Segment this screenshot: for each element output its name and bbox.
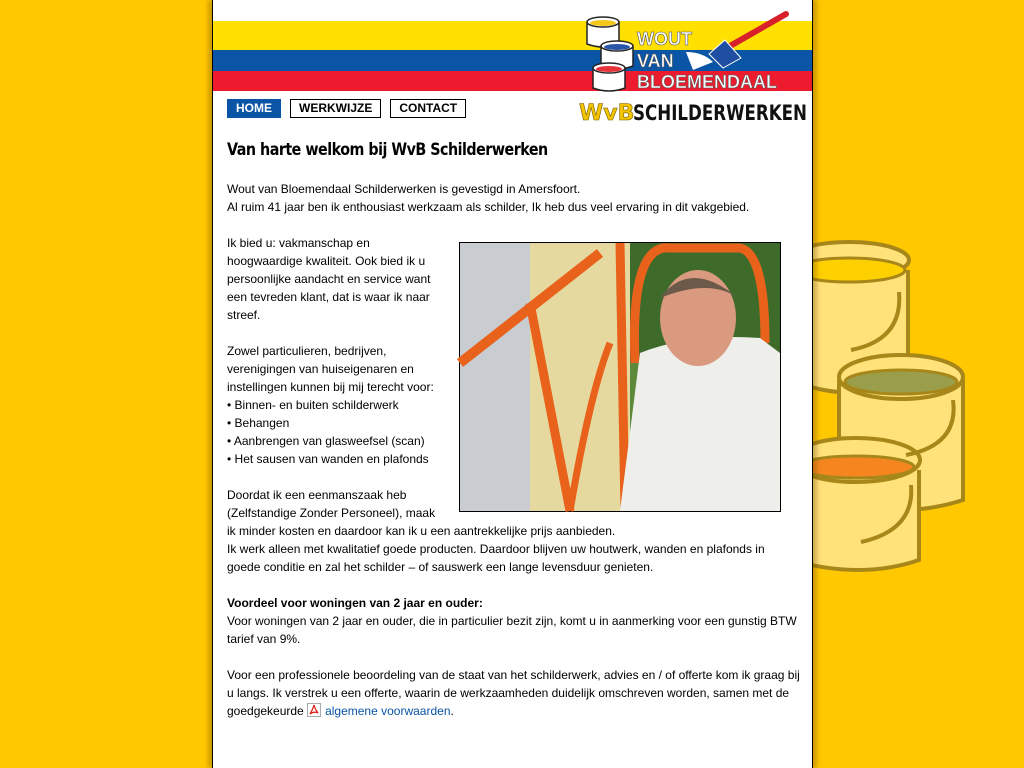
- logo-line2: VAN: [637, 51, 674, 71]
- nav-contact[interactable]: CONTACT: [390, 99, 466, 118]
- intro-paragraph: [227, 180, 801, 216]
- advantage-heading: Voordeel voor woningen van 2 jaar en ouder:: [227, 596, 483, 610]
- service-item: • Het sausen van wanden en plafonds: [227, 452, 429, 466]
- wvb-logo[interactable]: [573, 0, 812, 128]
- zzp-paragraph: Doordat ik een eenmanszaak heb (Zelfstandige Zonder Personeel), maak ik minder kosten en daardoor kan ik u een aantrekkelijke prijs aanbieden.: [227, 488, 616, 538]
- offer-paragraph: Ik bied u: vakmanschap en hoogwaardige kwaliteit. Ook bied ik u persoonlijke aandacht en service want een tevreden klant, dat is waar ik naar streef.: [227, 236, 431, 322]
- service-item: • Binnen- en buiten schilderwerk: [227, 398, 399, 412]
- page-container: [212, 0, 813, 768]
- logo-initials: WvB: [579, 101, 635, 126]
- service-item: • Aanbrengen van glasweefsel (scan): [227, 434, 425, 448]
- main-content: [227, 138, 801, 738]
- painter-photo: [459, 242, 781, 512]
- terms-link[interactable]: algemene voorwaarden: [325, 704, 451, 718]
- nav-werkwijze[interactable]: WERKWIJZE: [290, 99, 381, 118]
- logo-line3: BLOEMENDAAL: [637, 72, 777, 92]
- clients-text: Zowel particulieren, bedrijven, verenigingen van huiseigenaren en instellingen kunnen bij mij terecht voor:: [227, 344, 434, 394]
- service-item: • Behangen: [227, 416, 290, 430]
- intro-line2: Al ruim 41 jaar ben ik enthousiast werkzaam als schilder, Ik heb dus veel ervaring in dit vakgebied.: [227, 200, 750, 214]
- pdf-icon: [307, 703, 321, 717]
- assessment-paragraph: [227, 666, 801, 720]
- logo-line1: WOUT: [637, 29, 692, 49]
- logo-brand: SCHILDERWERKEN: [633, 101, 807, 125]
- main-nav: [227, 99, 466, 118]
- terms-suffix: .: [450, 704, 454, 718]
- advantage-text: Voor woningen van 2 jaar en ouder, die in particulier bezit zijn, komt u in aanmerking voor een gunstig BTW tarief van 9%.: [227, 614, 797, 646]
- assessment-text: Voor een professionele beoordeling van de staat van het schilderwerk, advies en / of offerte kom ik graag bij u langs. Ik verstrek u een offerte, waarin de werkzaamheden duidelijk omschreven worden, samen met de goedgekeurde: [227, 668, 800, 718]
- advantage-paragraph: [227, 594, 801, 648]
- quality-paragraph: Ik werk alleen met kwalitatief goede producten. Daardoor blijven uw houtwerk, wanden en plafonds in goede conditie en zal het schilder – of sauswerk een lange levensduur genieten.: [227, 542, 765, 574]
- page-title: Van harte welkom bij WvB Schilderwerken: [227, 140, 548, 160]
- paint-buckets-decoration: [811, 230, 1024, 580]
- intro-line1: Wout van Bloemendaal Schilderwerken is gevestigd in Amersfoort.: [227, 182, 581, 196]
- nav-home[interactable]: HOME: [227, 99, 281, 118]
